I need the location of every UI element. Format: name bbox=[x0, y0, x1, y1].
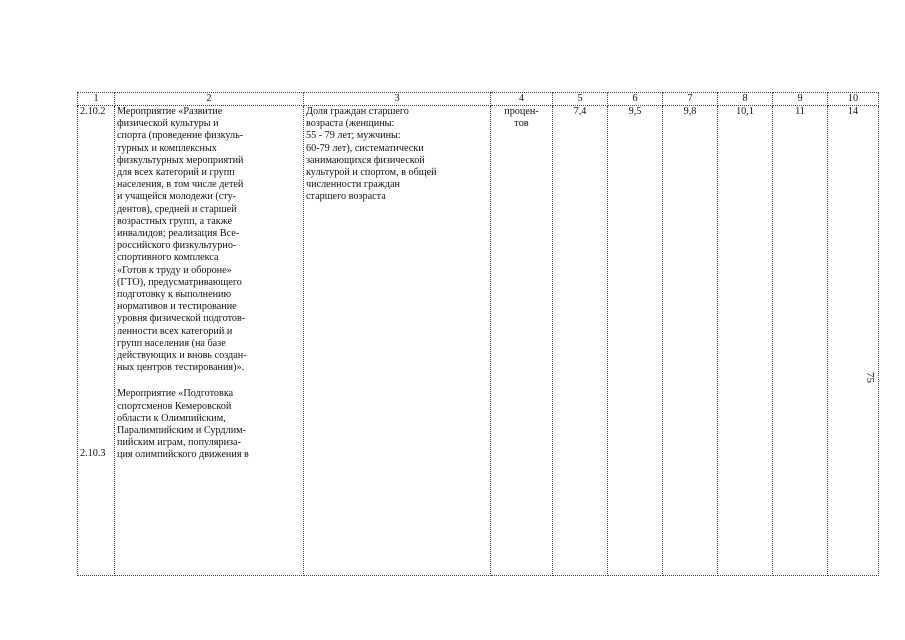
header-cell: 4 bbox=[491, 93, 553, 106]
item-number-cell bbox=[78, 106, 115, 576]
header-cell: 8 bbox=[718, 93, 773, 106]
header-cell: 10 bbox=[828, 93, 879, 106]
indicator-text: Доля граждан старшего возраста (женщины: 55 - 79 лет; мужчины: 60-79 лет), систематически занимающихся физической культурой и спортом, в общей численности граждан старшего возраста bbox=[306, 106, 437, 203]
table-row bbox=[78, 106, 879, 576]
unit-text: процен- тов bbox=[504, 106, 539, 130]
header-cell: 1 bbox=[78, 93, 115, 106]
header-cell: 2 bbox=[115, 93, 304, 106]
page-number: 75 bbox=[864, 372, 876, 383]
value-cell: 9,8 bbox=[663, 106, 718, 576]
measure-description: Мероприятие «Развитие физической культуры и спорта (проведение физкуль- турных и комплексных физкультурных мероприятий для всех категорий и групп населения, в том числе детей и учащейся молодежи (сту- дентов), средней и старшей возрастных групп, а также инвалидов; реализация Все- российского физкультурно- спортивного комплекса «Готов к труду и обороне» (ГТО), предусматривающего подготовку к выполнению нормативов и тестирование уровня физической подготов- ленности всех категорий и групп населения (на базе действующих и вновь создан- ных центров тестирования)». bbox=[117, 106, 247, 374]
measure-description: Мероприятие «Подготовка спортсменов Кемеровской области к Олимпийским, Паралимпийским и Сурдлим- пийским играм, популяриза- ция олимпийского движения в bbox=[117, 388, 249, 461]
value-cell: 7,4 bbox=[553, 106, 608, 576]
header-cell: 9 bbox=[773, 93, 828, 106]
header-cell: 6 bbox=[608, 93, 663, 106]
value-cell: 11 bbox=[773, 106, 828, 576]
header-cell: 7 bbox=[663, 93, 718, 106]
value-cell: 14 bbox=[828, 106, 879, 576]
item-number: 2.10.2 bbox=[80, 106, 106, 117]
header-row bbox=[78, 93, 879, 106]
header-cell: 5 bbox=[553, 93, 608, 106]
value-cell: 9,5 bbox=[608, 106, 663, 576]
indicator-cell bbox=[304, 106, 491, 576]
value-cell: 10,1 bbox=[718, 106, 773, 576]
item-number: 2.10.3 bbox=[80, 448, 106, 460]
header-cell: 3 bbox=[304, 93, 491, 106]
program-table bbox=[77, 92, 879, 576]
unit-cell bbox=[491, 106, 553, 576]
measure-description-cell bbox=[115, 106, 304, 576]
